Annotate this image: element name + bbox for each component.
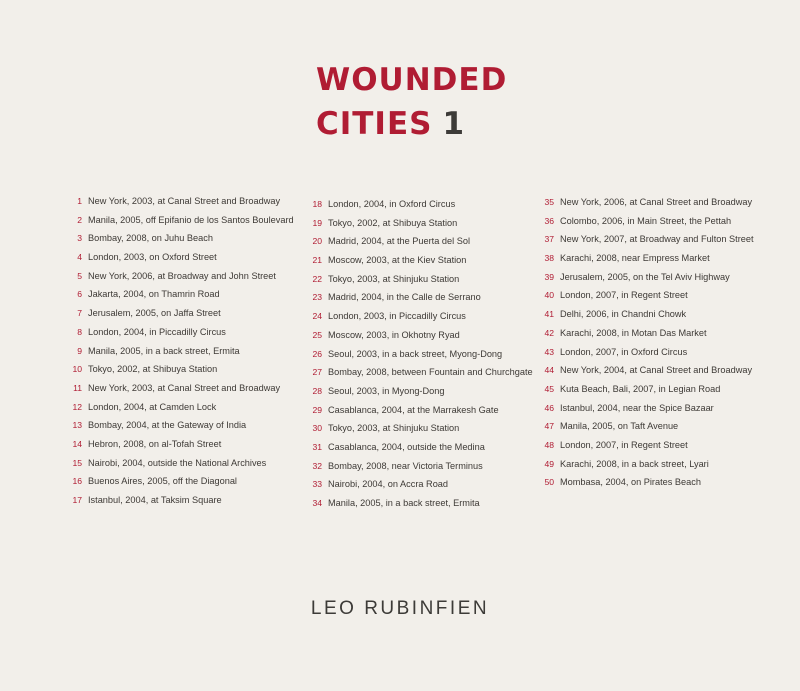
volume-number: 1 <box>442 106 466 142</box>
plate-number: 30 <box>312 423 322 434</box>
plate-caption: Delhi, 2006, in Chandni Chowk <box>560 309 687 320</box>
plate-entry <box>532 212 754 231</box>
plate-entry <box>532 436 754 455</box>
plate-entry <box>60 360 294 379</box>
plate-caption: Bombay, 2004, at the Gateway of India <box>88 420 247 431</box>
plate-number: 26 <box>312 348 322 359</box>
plate-entry <box>60 192 294 211</box>
plate-entry <box>532 343 754 362</box>
plate-caption: Bombay, 2008, between Fountain and Churchgate <box>328 367 533 378</box>
plate-entry <box>300 307 533 326</box>
plate-entry <box>532 417 754 436</box>
plate-number: 1 <box>77 196 82 206</box>
plate-caption: New York, 2006, at Broadway and John Street <box>88 270 276 281</box>
plate-number: 43 <box>544 346 554 357</box>
plate-list-column-1 <box>60 192 294 510</box>
plate-entry <box>60 304 294 323</box>
plate-entry <box>300 326 533 345</box>
plate-caption: Manila, 2005, in a back street, Ermita <box>328 498 480 508</box>
plate-entry <box>532 399 754 418</box>
plate-list-column-3 <box>532 193 754 492</box>
plate-entry <box>60 379 294 398</box>
plate-entry <box>532 473 754 492</box>
plate-entry <box>60 323 294 342</box>
plate-caption: London, 2004, at Camden Lock <box>88 401 217 412</box>
plate-entry <box>300 232 533 251</box>
plate-entry <box>60 267 294 286</box>
plate-entry <box>300 382 533 401</box>
title-line-1: WOUNDED <box>316 62 508 98</box>
plate-number: 19 <box>312 217 322 228</box>
plate-entry <box>300 195 533 214</box>
plate-entry <box>60 285 294 304</box>
plate-entry <box>300 270 533 289</box>
plate-number: 5 <box>77 270 82 281</box>
plate-caption: Nairobi, 2004, outside the National Archives <box>88 457 267 468</box>
plate-entry <box>532 193 754 212</box>
plate-caption: Istanbul, 2004, near the Spice Bazaar <box>560 402 714 413</box>
plate-caption: Karachi, 2008, in a back street, Lyari <box>560 458 709 469</box>
plate-entry <box>60 342 294 361</box>
plate-entry <box>532 324 754 343</box>
plate-number: 18 <box>312 199 322 209</box>
plate-entry <box>60 229 294 248</box>
plate-number: 2 <box>77 214 82 225</box>
plate-number: 46 <box>544 402 554 413</box>
plate-caption: Jerusalem, 2005, on the Tel Aviv Highway <box>560 271 730 282</box>
plate-entry <box>60 416 294 435</box>
plate-caption: London, 2003, on Oxford Street <box>88 252 217 263</box>
plate-entry <box>300 419 533 438</box>
plate-entry <box>532 380 754 399</box>
plate-entry <box>300 475 533 494</box>
plate-caption: Bombay, 2008, on Juhu Beach <box>88 233 213 244</box>
plate-caption: London, 2004, in Oxford Circus <box>328 199 456 209</box>
plate-number: 17 <box>72 495 82 505</box>
plate-number: 38 <box>544 253 554 264</box>
plate-number: 45 <box>544 383 554 394</box>
plate-caption: Moscow, 2003, in Okhotny Ryad <box>328 329 460 340</box>
plate-caption: London, 2007, in Regent Street <box>560 290 688 301</box>
plate-caption: Mombasa, 2004, on Pirates Beach <box>560 477 701 488</box>
title-word-cities: CITIES <box>316 106 433 142</box>
plate-entry <box>532 268 754 287</box>
plate-caption: New York, 2006, at Canal Street and Broadway <box>560 197 753 207</box>
title-line-2 <box>316 102 507 146</box>
plate-entry <box>60 211 294 230</box>
plate-caption: Tokyo, 2002, at Shibuya Station <box>328 217 458 228</box>
plate-caption: Jerusalem, 2005, on Jaffa Street <box>88 308 221 319</box>
book-title <box>316 58 507 146</box>
author-name: LEO RUBINFIEN <box>310 598 490 619</box>
plate-caption: Colombo, 2006, in Main Street, the Pettah <box>560 215 732 226</box>
plate-entry <box>300 401 533 420</box>
plate-number: 7 <box>77 308 82 319</box>
plate-number: 37 <box>544 234 554 245</box>
plate-caption: Moscow, 2003, at the Kiev Station <box>328 255 467 266</box>
plate-number: 21 <box>312 255 322 266</box>
plate-number: 44 <box>544 365 554 376</box>
plate-caption: Karachi, 2008, near Empress Market <box>560 253 710 264</box>
plate-caption: New York, 2007, at Broadway and Fulton Street <box>560 234 754 245</box>
plate-number: 42 <box>544 327 554 338</box>
plate-number: 49 <box>544 458 554 469</box>
plate-number: 39 <box>544 271 554 282</box>
plate-number: 47 <box>544 421 554 432</box>
plate-caption: Casablanca, 2004, at the Marrakesh Gate <box>328 404 499 415</box>
plate-list-column-2 <box>300 195 533 513</box>
plate-caption: Bombay, 2008, near Victoria Terminus <box>328 460 483 471</box>
plate-number: 4 <box>77 252 82 263</box>
plate-caption: Tokyo, 2003, at Shinjuku Station <box>328 423 460 434</box>
plate-number: 31 <box>312 441 322 452</box>
plate-caption: New York, 2003, at Canal Street and Broadway <box>88 382 281 393</box>
plate-number: 22 <box>312 273 322 284</box>
plate-entry <box>300 494 533 513</box>
plate-number: 12 <box>72 401 82 412</box>
plate-entry <box>300 251 533 270</box>
plate-number: 6 <box>77 289 82 300</box>
plate-caption: London, 2007, in Oxford Circus <box>560 346 688 357</box>
plate-number: 8 <box>77 326 82 337</box>
plate-caption: Kuta Beach, Bali, 2007, in Legian Road <box>560 383 721 394</box>
plate-caption: Madrid, 2004, in the Calle de Serrano <box>328 292 481 303</box>
plate-number: 14 <box>72 438 82 449</box>
plate-number: 28 <box>312 385 322 396</box>
plate-number: 40 <box>544 290 554 301</box>
plate-entry <box>532 230 754 249</box>
plate-caption: Seoul, 2003, in Myong-Dong <box>328 385 445 396</box>
plate-caption: Tokyo, 2003, at Shinjuku Station <box>328 273 460 284</box>
plate-entry <box>60 435 294 454</box>
plate-caption: Manila, 2005, on Taft Avenue <box>560 421 679 432</box>
plate-entry <box>300 288 533 307</box>
plate-caption: Seoul, 2003, in a back street, Myong-Dong <box>328 348 503 359</box>
plate-number: 35 <box>544 197 554 207</box>
plate-caption: London, 2007, in Regent Street <box>560 439 688 450</box>
plate-number: 16 <box>72 476 82 487</box>
plate-entry <box>300 214 533 233</box>
plate-number: 25 <box>312 329 322 340</box>
plate-caption: London, 2004, in Piccadilly Circus <box>88 326 226 337</box>
plate-number: 48 <box>544 439 554 450</box>
plate-caption: Karachi, 2008, in Motan Das Market <box>560 327 707 338</box>
plate-number: 24 <box>312 311 322 322</box>
plate-caption: Istanbul, 2004, at Taksim Square <box>88 495 222 505</box>
plate-caption: New York, 2003, at Canal Street and Broadway <box>88 196 281 206</box>
plate-number: 9 <box>77 345 82 356</box>
plate-number: 23 <box>312 292 322 303</box>
plate-entry <box>60 491 294 510</box>
plate-caption: New York, 2004, at Canal Street and Broadway <box>560 365 753 376</box>
plate-caption: Buenos Aires, 2005, off the Diagonal <box>88 476 237 487</box>
plate-entry <box>532 249 754 268</box>
plate-number: 50 <box>544 477 554 488</box>
plate-entry <box>60 454 294 473</box>
plate-number: 41 <box>544 309 554 320</box>
plate-number: 36 <box>544 215 554 226</box>
plate-entry <box>300 438 533 457</box>
plate-entry <box>300 363 533 382</box>
plate-number: 11 <box>73 382 82 393</box>
plate-entry <box>60 472 294 491</box>
plate-entry <box>532 455 754 474</box>
plate-entry <box>300 457 533 476</box>
plate-number: 13 <box>72 420 82 431</box>
plate-entry <box>60 248 294 267</box>
plate-caption: Tokyo, 2002, at Shibuya Station <box>88 364 218 375</box>
plate-entry <box>60 398 294 417</box>
plate-caption: Manila, 2005, off Epifanio de los Santos Boulevard <box>88 214 294 225</box>
plate-caption: Manila, 2005, in a back street, Ermita <box>88 345 240 356</box>
plate-entry <box>532 305 754 324</box>
plate-caption: Jakarta, 2004, on Thamrin Road <box>88 289 220 300</box>
plate-number: 33 <box>312 479 322 490</box>
plate-entry <box>532 361 754 380</box>
plate-caption: Madrid, 2004, at the Puerta del Sol <box>328 236 470 247</box>
plate-number: 10 <box>72 364 82 375</box>
plate-number: 34 <box>312 498 322 508</box>
plate-caption: London, 2003, in Piccadilly Circus <box>328 311 466 322</box>
plate-number: 3 <box>77 233 82 244</box>
plate-caption: Hebron, 2008, on al-Tofah Street <box>88 438 222 449</box>
plate-number: 20 <box>312 236 322 247</box>
plate-number: 27 <box>312 367 322 378</box>
plate-number: 15 <box>72 457 82 468</box>
plate-entry <box>532 286 754 305</box>
plate-number: 32 <box>312 460 322 471</box>
plate-caption: Nairobi, 2004, on Accra Road <box>328 479 449 490</box>
plate-entry <box>300 345 533 364</box>
plate-caption: Casablanca, 2004, outside the Medina <box>328 441 485 452</box>
plate-number: 29 <box>312 404 322 415</box>
